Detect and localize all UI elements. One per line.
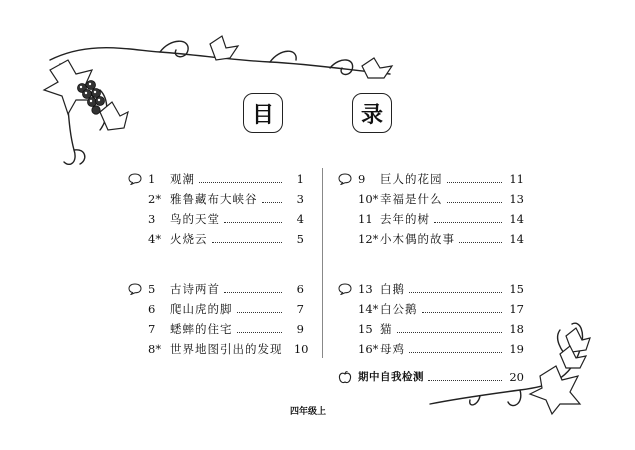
toc-entry-page: 14 <box>509 212 524 226</box>
toc-entry-page: 19 <box>509 342 524 356</box>
toc-entry-page: 6 <box>296 282 304 296</box>
toc-entry-title: 幸福是什么 <box>380 192 443 206</box>
toc-entry-number: 8* <box>148 342 162 356</box>
toc-entry-title: 蟋蟀的住宅 <box>170 322 233 336</box>
toc-entry-number: 11 <box>358 212 373 226</box>
toc-entry-number: 13 <box>358 282 373 296</box>
toc-entry[interactable] <box>338 210 524 228</box>
toc-entry-number: 9 <box>358 172 366 186</box>
title-char-right: 录 <box>352 93 392 133</box>
toc-entry-title: 白公鹅 <box>380 302 418 316</box>
leader-dots <box>428 380 502 381</box>
toc-entry-title: 小木偶的故事 <box>380 232 455 246</box>
toc-entry-number: 7 <box>148 322 156 336</box>
toc-entry-page: 10 <box>293 342 309 356</box>
toc-entry[interactable] <box>338 190 524 208</box>
speech-bubble-icon <box>338 283 354 295</box>
bullet-spacer <box>128 213 144 225</box>
leader-dots <box>262 202 283 203</box>
toc-entry[interactable] <box>338 170 524 188</box>
toc-entry-page: 9 <box>296 322 304 336</box>
toc-entry-page: 4 <box>296 212 304 226</box>
toc-entry[interactable] <box>128 210 304 228</box>
bullet-spacer <box>128 343 144 355</box>
toc-entry-page: 3 <box>296 192 304 206</box>
leader-dots <box>447 202 503 203</box>
bullet-spacer <box>338 323 354 335</box>
toc-entry-number: 12* <box>358 232 379 246</box>
speech-bubble-icon <box>128 173 144 185</box>
toc-entry-title: 期中自我检测 <box>358 371 424 383</box>
leader-dots <box>409 292 502 293</box>
toc-entry-page: 13 <box>509 192 524 206</box>
leader-dots <box>447 182 503 183</box>
leader-dots <box>224 222 282 223</box>
leader-dots <box>224 292 282 293</box>
toc-entry[interactable] <box>128 340 309 358</box>
bullet-spacer <box>128 193 144 205</box>
toc-entry-title: 雅鲁藏布大峡谷 <box>170 192 258 206</box>
toc-entry-title: 爬山虎的脚 <box>170 302 233 316</box>
toc-entry[interactable] <box>128 190 304 208</box>
toc-entry-page: 1 <box>296 172 304 186</box>
toc-entry-midterm[interactable] <box>338 368 524 386</box>
apple-icon <box>338 371 354 383</box>
toc-entry[interactable] <box>128 230 304 248</box>
leader-dots <box>237 332 283 333</box>
bullet-spacer <box>338 213 354 225</box>
toc-entry-page: 15 <box>509 282 524 296</box>
bullet-spacer <box>338 343 354 355</box>
toc-entry-number: 4* <box>148 232 162 246</box>
toc-entry-page: 17 <box>509 302 524 316</box>
toc-entry-number: 10* <box>358 192 379 206</box>
toc-entry[interactable] <box>338 340 524 358</box>
leader-dots <box>397 332 503 333</box>
toc-entry-page: 7 <box>296 302 304 316</box>
speech-bubble-icon <box>128 283 144 295</box>
toc-entry[interactable] <box>128 280 304 298</box>
leader-dots <box>434 222 502 223</box>
toc-entry-title: 巨人的花园 <box>380 172 443 186</box>
toc-entry-title: 世界地图引出的发现 <box>170 342 283 356</box>
toc-entry[interactable] <box>128 300 304 318</box>
toc-entry-number: 6 <box>148 302 156 316</box>
toc-entry-number: 5 <box>148 282 156 296</box>
toc-entry-page: 5 <box>296 232 304 246</box>
title-char-left: 目 <box>243 93 283 133</box>
toc-entry-title: 火烧云 <box>170 232 208 246</box>
speech-bubble-icon <box>338 173 354 185</box>
bullet-spacer <box>128 323 144 335</box>
bullet-spacer <box>128 303 144 315</box>
toc-entry-number: 15 <box>358 322 373 336</box>
toc-entry-title: 古诗两首 <box>170 282 220 296</box>
toc-entry-number: 2* <box>148 192 162 206</box>
leader-dots <box>237 312 283 313</box>
leader-dots <box>212 242 283 243</box>
leader-dots <box>409 352 502 353</box>
toc-entry[interactable] <box>128 170 304 188</box>
toc-entry-number: 3 <box>148 212 156 226</box>
toc-entry[interactable] <box>338 230 524 248</box>
bullet-spacer <box>128 233 144 245</box>
bullet-spacer <box>338 303 354 315</box>
toc-entry[interactable] <box>128 320 304 338</box>
toc-entry-page: 14 <box>509 232 524 246</box>
toc-entry-page: 18 <box>509 322 524 336</box>
toc-entry[interactable] <box>338 300 524 318</box>
toc-entry[interactable] <box>338 320 524 338</box>
toc-entry-title: 去年的树 <box>380 212 430 226</box>
toc-entry-number: 16* <box>358 342 379 356</box>
toc-entry-page: 20 <box>509 370 524 384</box>
column-divider <box>322 168 323 358</box>
leader-dots <box>422 312 503 313</box>
toc-entry-number: 14* <box>358 302 379 316</box>
toc-entry-title: 鸟的天堂 <box>170 212 220 226</box>
toc-entry-number: 1 <box>148 172 156 186</box>
toc-entry-page: 11 <box>509 172 524 186</box>
toc-entry-title: 白鹅 <box>380 282 405 296</box>
toc-entry[interactable] <box>338 280 524 298</box>
leader-dots <box>459 242 502 243</box>
toc-entry-title: 猫 <box>380 322 393 336</box>
toc-entry-title: 观潮 <box>170 172 195 186</box>
grade-label: 四年级上 <box>290 407 327 417</box>
bullet-spacer <box>338 233 354 245</box>
toc-entry-title: 母鸡 <box>380 342 405 356</box>
leader-dots <box>199 182 282 183</box>
bullet-spacer <box>338 193 354 205</box>
